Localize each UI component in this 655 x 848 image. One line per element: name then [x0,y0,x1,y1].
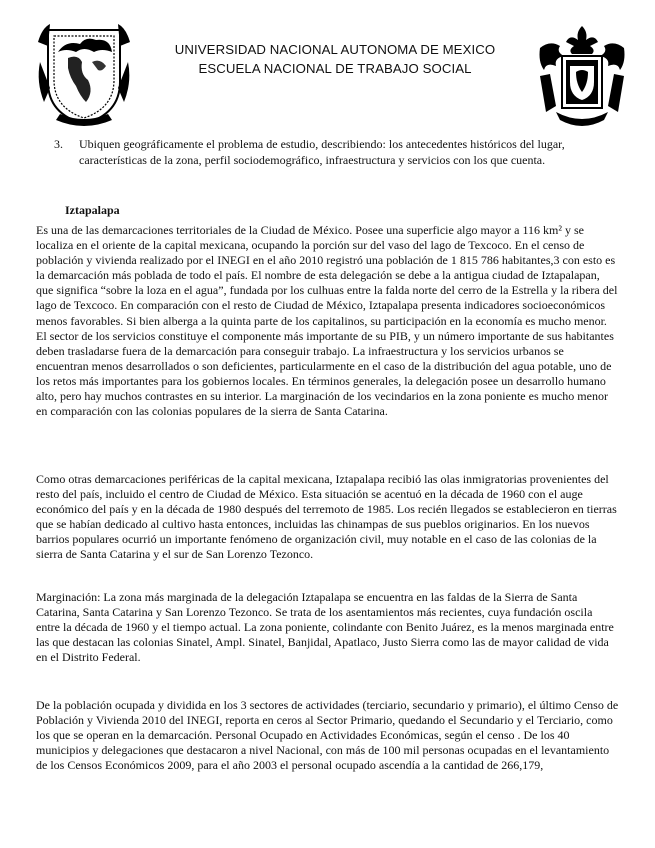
numbered-item [54,137,594,168]
ents-logo [536,22,628,132]
header [140,40,530,78]
paragraph-poblacion-ocupada: De la población ocupada y dividida en los 3 sectores de actividades (terciario, secundario y primario), el último Censo de Población y Vivienda 2010 del INEGI, reporta en ceros al Sector Primario, quedando el Secundario y el Terciario, como los que se operan en la demarcación. Personal Ocupado en Actividades Económicas, según el censo . De los 40 municipios y delegaciones que destacaron a nivel Nacional, con más de 100 mil personas ocupadas en el levantamiento de los Censos Económicos 2009, para el año 2003 el personal ocupado ascendía a la cantidad de 266,179, [36,698,619,773]
item-text: Ubiquen geográficamente el problema de estudio, describiendo: los antecedentes históricos del lugar, características de la zona, perfil sociodemográfico, infraestructura y servicios con los que cuenta. [79,137,565,167]
paragraph-immigration: Como otras demarcaciones periféricas de la capital mexicana, Iztapalapa recibió las olas inmigratorias provenientes del resto del país, incluido el centro de Ciudad de México. Esta situación se acentuó en la década de 1960 con el auge económico del país y en la década de 1980 después del terremoto de 1985. Los recién llegados se establecieron en tierras que se habían dedicado al cultivo hasta entonces, incluidas las chinampas de sus pueblos originarios. En los nuevos barrios populares ocurrió un importante fenómeno de organización civil, muy notable en el caso de las colonias de la sierra de Santa Catarina y el sur de San Lorenzo Tezonco. [36,472,617,562]
paragraph-marginacion: Marginación: La zona más marginada de la delegación Iztapalapa se encuentra en las faldas de la Sierra de Santa Catarina, Santa Catarina y San Lorenzo Tezonco. Se trata de los asentamientos más recientes, cuya fundación oscila entre la década de 1960 y el tiempo actual. La zona poniente, colindante con Benito Juárez, es la menos marginada entre las que destacan las colonias Sinatel, Ampl. Sinatel, Banjidal, Apatlaco, Justo Sierra como las de mayor calidad de vida en el Distrito Federal. [36,590,614,665]
school-name: ESCUELA NACIONAL DE TRABAJO SOCIAL [198,61,472,76]
unam-logo [36,22,132,128]
section-title: Iztapalapa [65,203,120,217]
item-number: 3. [54,137,63,151]
university-name: UNIVERSIDAD NACIONAL AUTONOMA DE MEXICO [174,42,496,57]
paragraph-intro: Es una de las demarcaciones territoriales de la Ciudad de México. Posee una superficie algo mayor a 116 km² y se localiza en el oriente de la capital mexicana, ocupando la porción sur del vaso del lago de Texcoco. En el censo de población y vivienda realizado por el INEGI en el año 2010 registró una población de 1 815 786 habitantes,3 con esto es la demarcación más poblada de todo el país. El nombre de esta delegación se debe a la antigua ciudad de Iztapalapan, que significa “sobre la loza en el agua”, fundada por los culhuas entre la falda norte del cerro de la Estrella y la ribera del lago de Texcoco. En comparación con el resto de Ciudad de México, Iztapalapa presenta indicadores socioeconómicos menos favorables. Si bien alberga a la quinta parte de los capitalinos, su participación en la economía es mucho menor. El sector de los servicios constituye el componente más importante de su PIB, y un número importante de sus habitantes deben trasladarse fuera de la demarcación para conseguir trabajo. La infraestructura y los servicios urbanos se encuentran menos desarrollados o son deficientes, particularmente en el caso de la distribución del agua potable, uno de los retos más importantes para los gobiernos locales. En términos generales, la delegación posee un desarrollo humano alto, pero hay muchos contrastes en su interior. La marginación de los vecindarios en la zona poniente es mucho menor en comparación con las colonias populares de la sierra de Santa Catarina. [36,223,618,419]
